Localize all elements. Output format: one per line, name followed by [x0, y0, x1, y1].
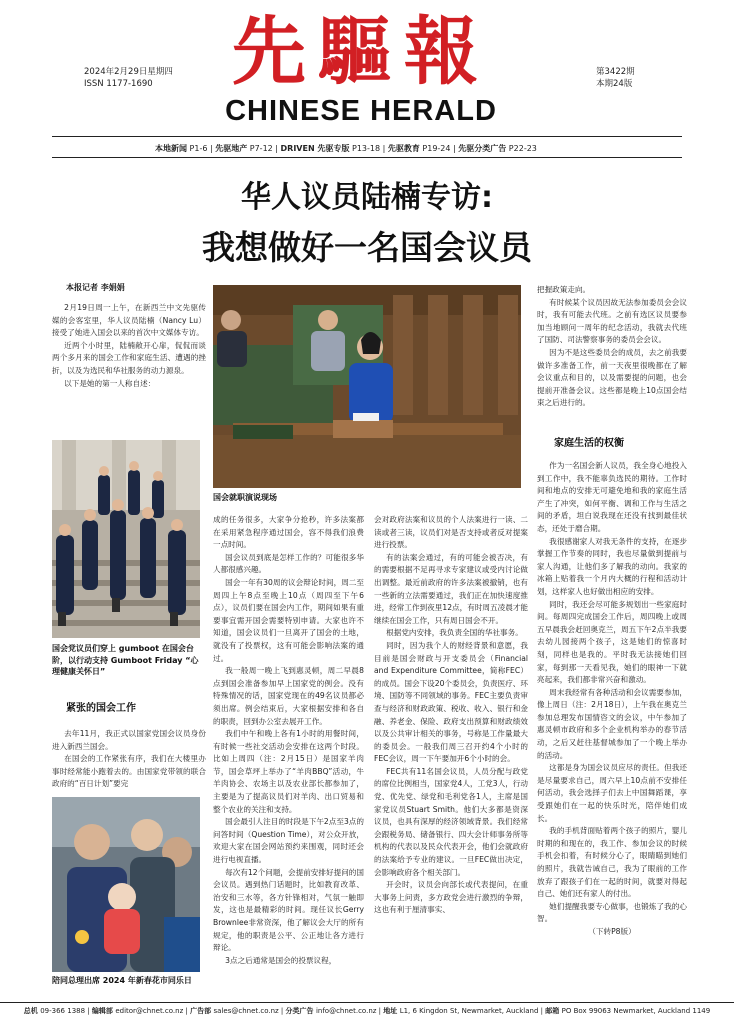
section-pages: P13-18: [349, 144, 381, 153]
article-paragraph: 每次有12个问题，会提前安排好提问的国会议员。遇到热门话题时，比如教育改革、治安和三水等，各方针锋相对，气氛一触即发，这也是最精彩的时间。现任议长Gerry Brownlee非常资深，他了解议会大厅的所有规定，他的职责是公平、公正地让各方进行辩论。: [213, 867, 364, 953]
article-paragraph: 会对政府法案和议员的个人法案进行一读、二读或者三读，议员们对是否支持或者反对提案进行投票。: [374, 515, 528, 550]
page-count: 本期24版: [596, 79, 633, 89]
headline-line2: 我想做好一名国会议员: [202, 228, 532, 267]
issue-number: 第3422期: [596, 67, 635, 77]
column-3-text: [374, 514, 528, 917]
article-paragraph: 我一般周一晚上飞到惠灵顿，周二早晨8点到国会准备参加早上国家党的例会。没有特殊情况的话，国家党现在的49名议员都必须出席。例会结束后，大家根据安排和各自的职责，回到办公室去展开工作。: [213, 666, 364, 726]
footer-value: sales@chnet.co.nz: [213, 1007, 279, 1015]
intro-paragraph: 2月19日周一上午，在新西兰中文先驱传媒的会客室里，华人议员陆楠（Nancy Lu）接受了她进入国会以来的首次中文媒体专访。: [52, 303, 206, 338]
masthead-logo-chinese: 先驅報: [232, 9, 490, 95]
gumboot-stairs-image: [52, 440, 200, 638]
contact-footer: 总机 09-366 1388 | 编辑部 editor@chnet.co.nz | 广告部 sales@chnet.co.nz | 分类广告 info@chnet.co.nz | 地址 L1, 6 Kingdon St, Newmarket, Auckland | 邮箱 PO Box 99063 Newmarket, Auckland 1149: [23, 1007, 711, 1015]
section-rule: [52, 157, 682, 158]
issue-number-block: [596, 66, 635, 90]
parliament-work-paragraph: 在国会的工作紧张有序，我们在大楼里办事时经常能小跑着去的。由国家党带领的联合政府的“百日计划”要完: [52, 754, 206, 789]
footer-value: info@chnet.co.nz: [315, 1007, 377, 1015]
article-paragraph: 国会一年有30周的议会辩论时间，周二至周四上午8点至晚上10点（周四至下午6点），议员们要在国会内工作，期间如果有重要事宜需开国会需要特别申请。大家也许不知道，国会议员们一旦离开了国会的土地，就没有了投票权，这有可能会影响法案的通过。: [213, 577, 364, 663]
article-paragraph: 国会最引人注目的时段是下午2点至3点的问答时间（Question Time），对公众开放，欢迎大家在国会网站预约来围观，同时还会进行电视直播。: [213, 817, 364, 865]
article-paragraph: FEC共有11名国会议员，人员分配与政党的席位比例相当，国家党4人，工党3人，行动党、优先党、绿党和毛利党各1人，主席是国家党议员Stuart Smith。他们大多都是资深议员，也具有深厚的经济领域背景。我们经常会跟税务局、储备银行、四大会计师事务所等机构的代表以及民众代表开会，他们会就政府的法案给予专业的建议。一旦FEC做出决定，会影响政府各个相关部门。: [374, 766, 528, 877]
issn: ISSN 1177-1690: [84, 79, 153, 89]
footer-label: 地址: [383, 1007, 400, 1015]
article-paragraph: 有时候某个议员因故无法参加委员会会议时，我有可能去代班。之前有选区议员要参加当地顾问一周年的纪念活动，我就去代班了国防、司法警察事务的委员会会议。: [537, 297, 687, 345]
gumboot-stairs-photo: [52, 440, 200, 638]
footer-contact-item: [286, 1007, 377, 1015]
parliament-work-paragraph: 去年11月，我正式以国家党国会议员身份进入新西兰国会。: [52, 729, 206, 751]
issue-date: 2024年2月29日星期四: [84, 67, 173, 77]
intro-text: [52, 302, 206, 390]
footer-contact-item: [190, 1007, 279, 1015]
section-pages: P19-24: [419, 144, 451, 153]
intro-paragraph: 以下是她的第一人称自述：: [64, 378, 156, 388]
footer-label: 邮箱: [545, 1007, 562, 1015]
family-life-paragraph: 作为一名国会新人议员，我全身心地投入到工作中，我不能辜负选民的期待。工作时间和地点的安排无可避免地和我的家庭生活产生了冲突，如何平衡、调和工作与生活之间的矛盾，坦白说我现在还没有找到最佳状态，还处于磨合期。: [537, 461, 687, 533]
family-life-paragraph: 这都是身为国会议员应尽的责任。但我还是尽量要求自己，周六早上10点前不安排任何活动，我会选择子们去上中国舞蹈课，享受跟她们在一起的快乐时光，陪伴她们成长。: [537, 763, 687, 823]
headline-line1: 华人议员陆楠专访:: [241, 180, 493, 215]
family-life-paragraph: 我很感谢家人对我无条件的支持，在逐步掌握工作节奏的同时，我也尽量做到提前与家人沟通，让他们多了解我的动向。我家的冰箱上贴着我一个月内大概的行程和活动计划，这样家人也好做出相应的安排。: [537, 536, 687, 596]
family-life-paragraph: 同时，我还会尽可能多规划出一些家庭时间。每周四完成国会工作后，周四晚上或周五早晨我会赶回奥克兰，周五下午2点半我要去幼儿园接两个孩子，这是她们的惊喜时刻，同样也是我的。平时我无法接她们回家，每到那一天看见我，她们的眼神一下就亮起来，我们都非常兴奋和激动。: [537, 599, 687, 685]
flower-market-caption: 陪同总理出席 2024 年新春花市同乐日: [52, 976, 192, 985]
section-name: 本地新闻: [155, 144, 187, 153]
section-pages: P22-23: [506, 144, 537, 153]
section-name: DRIVEN 先驱专版: [280, 144, 350, 153]
footer-contact-item: [24, 1007, 85, 1015]
article-paragraph: 有的法案会通过，有的可能会被否决，有的需要根据不足再寻求专家建议或受内讨论做出调整。最近前政府的许多法案被撤销，也有一些新的立法需要通过，我们正在加快速度推进，经常工作到夜里12点，有时周五凌晨才能继续在国会工作，只有周日国会不开。: [374, 552, 528, 625]
footer-label: 分类广告: [285, 1007, 316, 1015]
footer-value: L1, 6 Kingdon St, Newmarket, Auckland: [399, 1007, 539, 1015]
masthead-logo-english: CHINESE HERALD: [225, 95, 497, 127]
section-pages: P1-6: [187, 144, 208, 153]
article-paragraph: 国会议员到底是怎样工作的？可能很多华人都很感兴趣。: [213, 552, 364, 575]
footer-rule: [0, 1002, 734, 1003]
section-index-item: [281, 144, 381, 153]
section-name: 先驱分类广告: [458, 144, 507, 153]
footer-contact-item: [545, 1007, 710, 1015]
section-heading-family-life: 家庭生活的权衡: [554, 438, 624, 449]
family-life-paragraph: 她们提醒我要专心做事，也锻炼了我的心智。: [537, 901, 687, 924]
article-paragraph: 我们中午和晚上各有1小时的用餐时间，有时候一些社交活动会安排在这两个时段。比如上周四（注：2月15日）是国家羊肉节，国会草坪上举办了“羊肉BBQ”活动，牛羊肉协会、农场主以及农业部长都参加了，主要是为了提高议员们对羊肉、出口贸易和整个农业的关注和支持。: [213, 729, 364, 814]
article-paragraph: 把握政策走向。: [537, 285, 591, 294]
footer-label: 总机: [23, 1007, 41, 1015]
parliament-work-text: [52, 728, 206, 791]
family-life-text: [537, 460, 687, 939]
article-paragraph: 同时，因为我个人的财经背景和意愿，我目前是国会财政与开支委员会（Financial and Expenditure Committee，简称FEC）的成员。国会下设20个委员会，负责医疗、环境、国防等不同领域的事务。FEC主要负责审查与经济和财政政策、税收、收入、银行和金融、养老金、保险、政府支出预算和财政绩效以及公共审计相关的事务，号称是工作量最大的委员会。一般我们周三召开约4个小时的FEC会议，周一下午要加开6个小时的会。: [374, 640, 528, 764]
chamber-caption: 国会就职演说现场: [213, 493, 277, 502]
continued-notice: （下转P8版）: [588, 926, 636, 936]
section-name: 先驱教育: [387, 144, 420, 153]
footer-contact-item: [383, 1007, 538, 1015]
section-index-item: [388, 144, 451, 153]
footer-value: editor@chnet.co.nz: [115, 1007, 184, 1015]
intro-paragraph: 近两个小时里，陆楠敞开心扉，侃侃而谈两个多月来的国会工作和家庭生活、遭遇的挫折，以及为选民和华社服务的动力源泉。: [52, 340, 206, 375]
parliament-chamber-image: [213, 285, 521, 488]
footer-value: PO Box 99063 Newmarket, Auckland 1149: [561, 1007, 711, 1015]
gumboot-caption: 国会党议员们穿上 gumboot 在国会台阶，以行动支持 Gumboot Friday “心理健康关怀日”: [52, 644, 199, 676]
section-heading-parliament-work: 紧张的国会工作: [66, 703, 136, 714]
family-life-paragraph: 我的手机背面贴着两个孩子的照片，婴儿时期的和现在的，我工作、参加会议的时候手机会扣着，有时候分心了，眼睛瞄到她们的照片，我就告诫自己，我为了眼前的工作放弃了跟孩子们在一起的时间，就要对得起自己、她们还有家人的付出。: [537, 826, 687, 899]
flower-market-selfie-photo: [52, 797, 200, 972]
section-index-item: [155, 144, 207, 153]
section-index-item: [215, 144, 273, 153]
parliament-chamber-photo: [213, 285, 521, 488]
article-paragraph: 开会时，议员会向部长或代表提问，在重大事务上问责，多方政党会进行激烈的争辩，这也有利于厘清事实、: [374, 880, 528, 915]
article-paragraph: 3点之后通常是国会的投票议程，: [225, 955, 337, 965]
byline: 本报记者 李娟娟: [66, 283, 125, 292]
flower-market-image: [52, 797, 200, 972]
section-pages: P7-12: [247, 144, 273, 153]
column-2-text: [213, 514, 364, 967]
section-index-item: [458, 144, 537, 153]
footer-label: 编辑部: [91, 1007, 116, 1015]
article-paragraph: 因为不是这些委员会的成员，去之前我要做许多准备工作，前一天夜里很晚都在了解会议重点和目的，以及需要提的问题，也会提前开准备会议。这些都是晚上10点国会结束之后进行的。: [537, 347, 687, 408]
article-paragraph: 成的任务很多，大家争分抢秒，许多法案都在采用紧急程序通过国会，容不得我们浪费一点时间。: [213, 515, 364, 550]
footer-label: 广告部: [190, 1007, 214, 1015]
section-name: 先驱地产: [215, 144, 248, 153]
article-paragraph: 根据党内安排，我负责全国的华社事务。: [386, 628, 523, 638]
issue-date-block: [84, 66, 173, 90]
masthead-rule: [52, 136, 682, 137]
column-4-top-text: [537, 284, 687, 410]
family-life-paragraph: 周末我经常有各种活动和会议需要参加，像上周日（注：2月18日），上午我在奥克兰参加总理发布国情咨文的会议，中午参加了惠灵顿市政府和多个企业机构举办的春节活动，之后又赶往基督城参加了一个晚上举办的活动。: [537, 687, 687, 760]
footer-value: 09-366 1388: [40, 1007, 86, 1015]
section-index-bar: 本地新闻 P1-6 | 先驱地产 P7-12 | DRIVEN 先驱专版 P13-18 | 先驱教育 P19-24 | 先驱分类广告 P22-23: [155, 144, 537, 153]
footer-contact-item: [92, 1007, 183, 1015]
